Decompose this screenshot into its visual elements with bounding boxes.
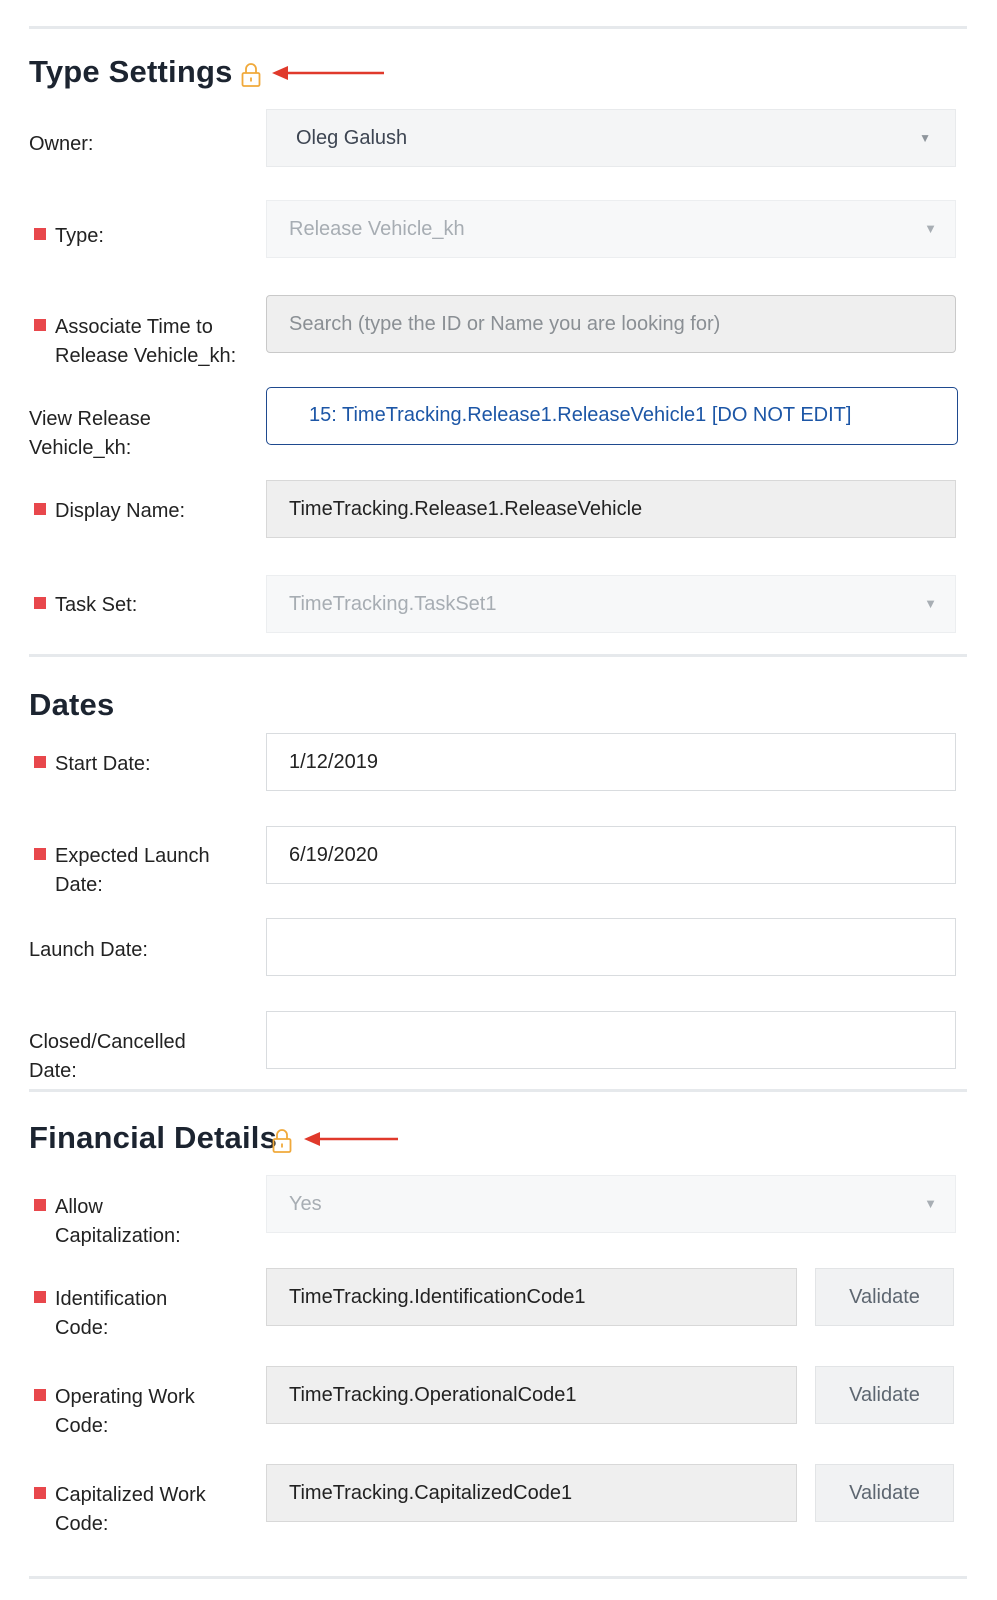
caret-down-icon: ▼ <box>924 221 937 236</box>
closed-date-input[interactable] <box>266 1011 956 1069</box>
financial-title: Financial Details <box>29 1120 278 1155</box>
operating-value: TimeTracking.OperationalCode1 <box>289 1384 577 1406</box>
launch-date-input[interactable] <box>266 918 956 976</box>
task-set-value: TimeTracking.TaskSet1 <box>289 593 497 615</box>
validate-operating-button[interactable]: Validate <box>815 1366 954 1424</box>
section-divider <box>29 654 967 657</box>
arrow-left-icon <box>272 65 384 81</box>
dates-title: Dates <box>29 687 115 722</box>
arrow-left-icon <box>304 1131 398 1147</box>
allow-cap-label: Allow Capitalization: <box>29 1193 229 1251</box>
expected-launch-value: 6/19/2020 <box>289 844 378 866</box>
display-name-value: TimeTracking.Release1.ReleaseVehicle <box>289 498 643 520</box>
caret-down-icon: ▼ <box>924 1196 937 1211</box>
owner-select[interactable] <box>266 109 956 167</box>
associate-label: Associate Time to Release Vehicle_kh: <box>29 313 254 371</box>
bottom-divider <box>29 1576 967 1579</box>
allow-cap-value: Yes <box>289 1193 322 1215</box>
type-label: Type: <box>29 222 249 251</box>
task-set-label: Task Set: <box>29 591 249 620</box>
display-name-field <box>266 480 956 538</box>
view-release-label: View Release Vehicle_kh: <box>29 408 151 459</box>
type-settings-title: Type Settings <box>29 54 233 89</box>
capitalized-label: Capitalized Work Code: <box>29 1481 239 1539</box>
view-release-link[interactable] <box>266 387 958 445</box>
operating-label: Operating Work Code: <box>29 1383 229 1441</box>
identification-input[interactable] <box>266 1268 797 1326</box>
view-release-value[interactable]: 15: TimeTracking.Release1.ReleaseVehicle1 [DO NOT EDIT] <box>309 404 852 426</box>
identification-label: Identification Code: <box>29 1285 219 1343</box>
task-set-select[interactable] <box>266 575 956 633</box>
start-date-label: Start Date: <box>29 750 249 779</box>
closed-date-label: Closed/Cancelled Date: <box>29 1031 186 1082</box>
associate-search-input[interactable] <box>266 295 956 353</box>
type-value: Release Vehicle_kh <box>289 218 465 240</box>
associate-placeholder: Search (type the ID or Name you are looking for) <box>289 313 721 335</box>
allow-cap-select[interactable] <box>266 1175 956 1233</box>
operating-input[interactable] <box>266 1366 797 1424</box>
section-divider <box>29 1089 967 1092</box>
expected-launch-label: Expected Launch Date: <box>29 842 249 900</box>
owner-label: Owner: <box>29 133 94 155</box>
capitalized-input[interactable] <box>266 1464 797 1522</box>
type-select[interactable] <box>266 200 956 258</box>
display-name-label: Display Name: <box>29 497 249 526</box>
capitalized-value: TimeTracking.CapitalizedCode1 <box>289 1482 573 1504</box>
owner-value: Oleg Galush <box>296 127 408 149</box>
expected-launch-input[interactable] <box>266 826 956 884</box>
validate-capitalized-button[interactable]: Validate <box>815 1464 954 1522</box>
caret-down-icon: ▼ <box>919 131 931 145</box>
caret-down-icon: ▼ <box>924 596 937 611</box>
validate-identification-button[interactable]: Validate <box>815 1268 954 1326</box>
lock-icon <box>271 1128 293 1154</box>
identification-value: TimeTracking.IdentificationCode1 <box>289 1286 586 1308</box>
lock-icon <box>240 62 262 88</box>
start-date-value: 1/12/2019 <box>289 751 378 773</box>
top-divider <box>29 26 967 29</box>
launch-date-label: Launch Date: <box>29 939 148 961</box>
start-date-input[interactable] <box>266 733 956 791</box>
